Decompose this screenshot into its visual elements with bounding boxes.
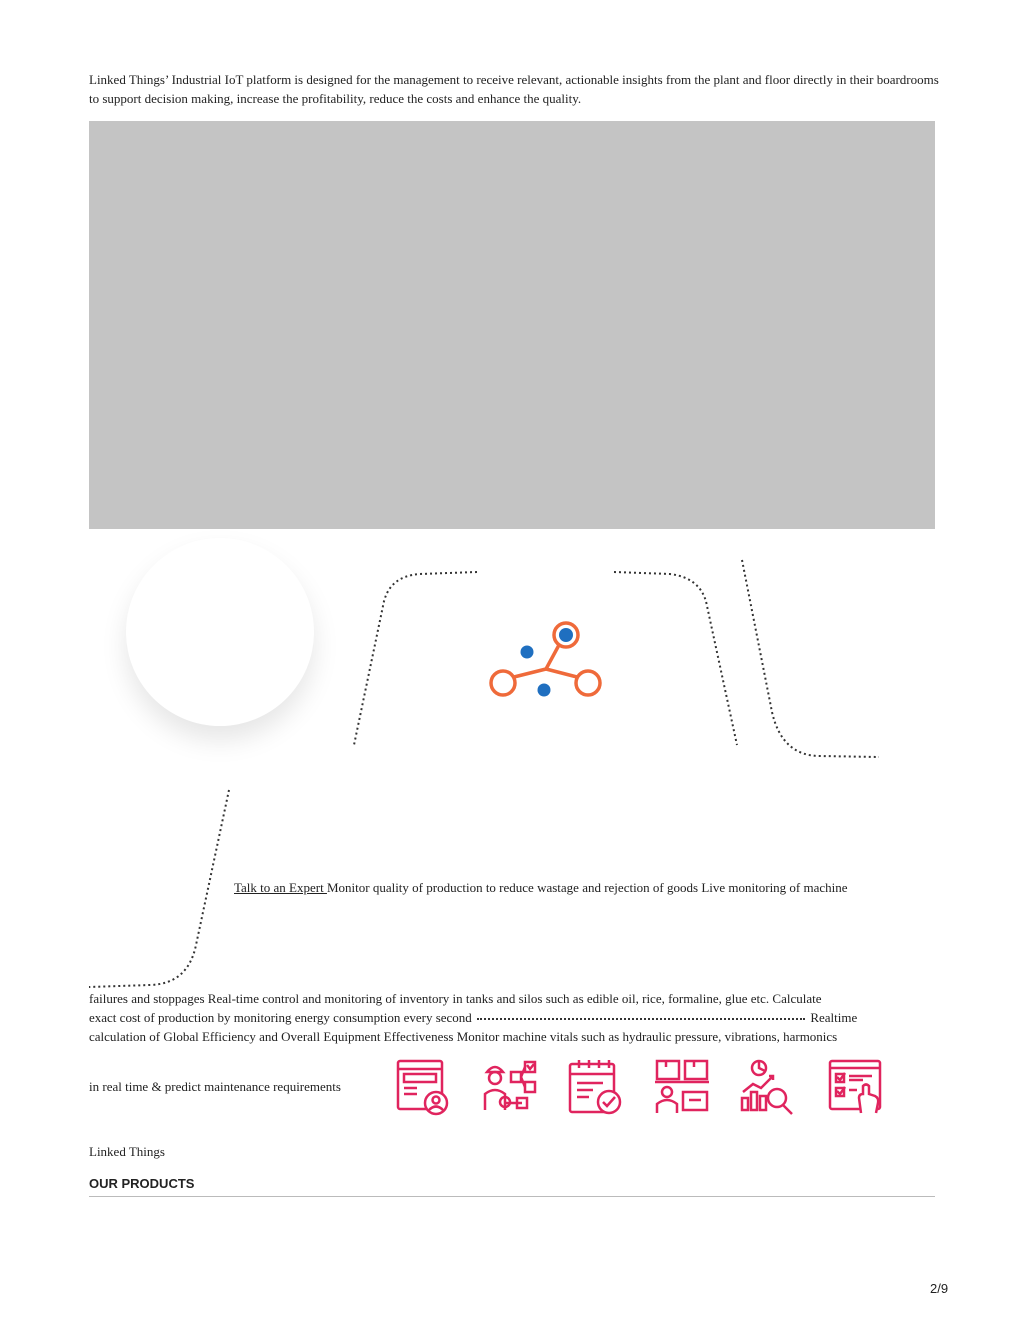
connector-left-arc [354, 572, 477, 745]
feature-text-3-end: Realtime [810, 1010, 858, 1025]
dotted-separator [477, 1018, 805, 1020]
feature-paragraph [89, 989, 939, 1046]
network-icon [486, 620, 606, 700]
engineer-workflow-icon [481, 1058, 539, 1116]
feature-line-4: calculation of Global Efficiency and Overall Equipment Effectiveness Monitor machine vitals such as hydraulic pressure, vibrations, harmonics [89, 1029, 838, 1044]
hero-image-placeholder [89, 121, 935, 529]
warehouse-worker-icon [653, 1058, 711, 1116]
feature-text-1: Monitor quality of production to reduce wastage and rejection of goods Live monitoring of machine [326, 880, 848, 895]
feature-line-3 [89, 1008, 939, 1027]
feature-line-1 [234, 878, 848, 897]
feature-icons-row [395, 1058, 890, 1118]
talk-to-expert-link[interactable]: Talk to an Expert [234, 880, 327, 895]
intro-paragraph: Linked Things’ Industrial IoT platform is designed for the management to receive relevant, actionable insights from the plant and floor directly in their boardrooms to support decision making, increase the profitability, reduce the costs and enhance the quality. [89, 72, 939, 106]
page-number: 2/9 [930, 1281, 949, 1296]
analytics-search-icon [739, 1058, 797, 1116]
products-heading: OUR PRODUCTS [89, 1175, 935, 1197]
dashboard-user-icon [395, 1058, 453, 1116]
connector-right-arc [614, 572, 737, 745]
calendar-check-icon [567, 1058, 625, 1116]
feature-text-3: exact cost of production by monitoring energy consumption every second [89, 1010, 472, 1025]
connector-bottom-left [89, 790, 229, 987]
brand-name: Linked Things [89, 1144, 165, 1159]
feature-line-5: in real time & predict maintenance requirements [89, 1079, 341, 1094]
feature-circle [126, 538, 314, 726]
connector-far-right [742, 560, 879, 757]
checklist-touch-icon [827, 1058, 885, 1116]
feature-line-2: failures and stoppages Real-time control and monitoring of inventory in tanks and silos such as edible oil, rice, formaline, glue etc. Calculate [89, 991, 822, 1006]
